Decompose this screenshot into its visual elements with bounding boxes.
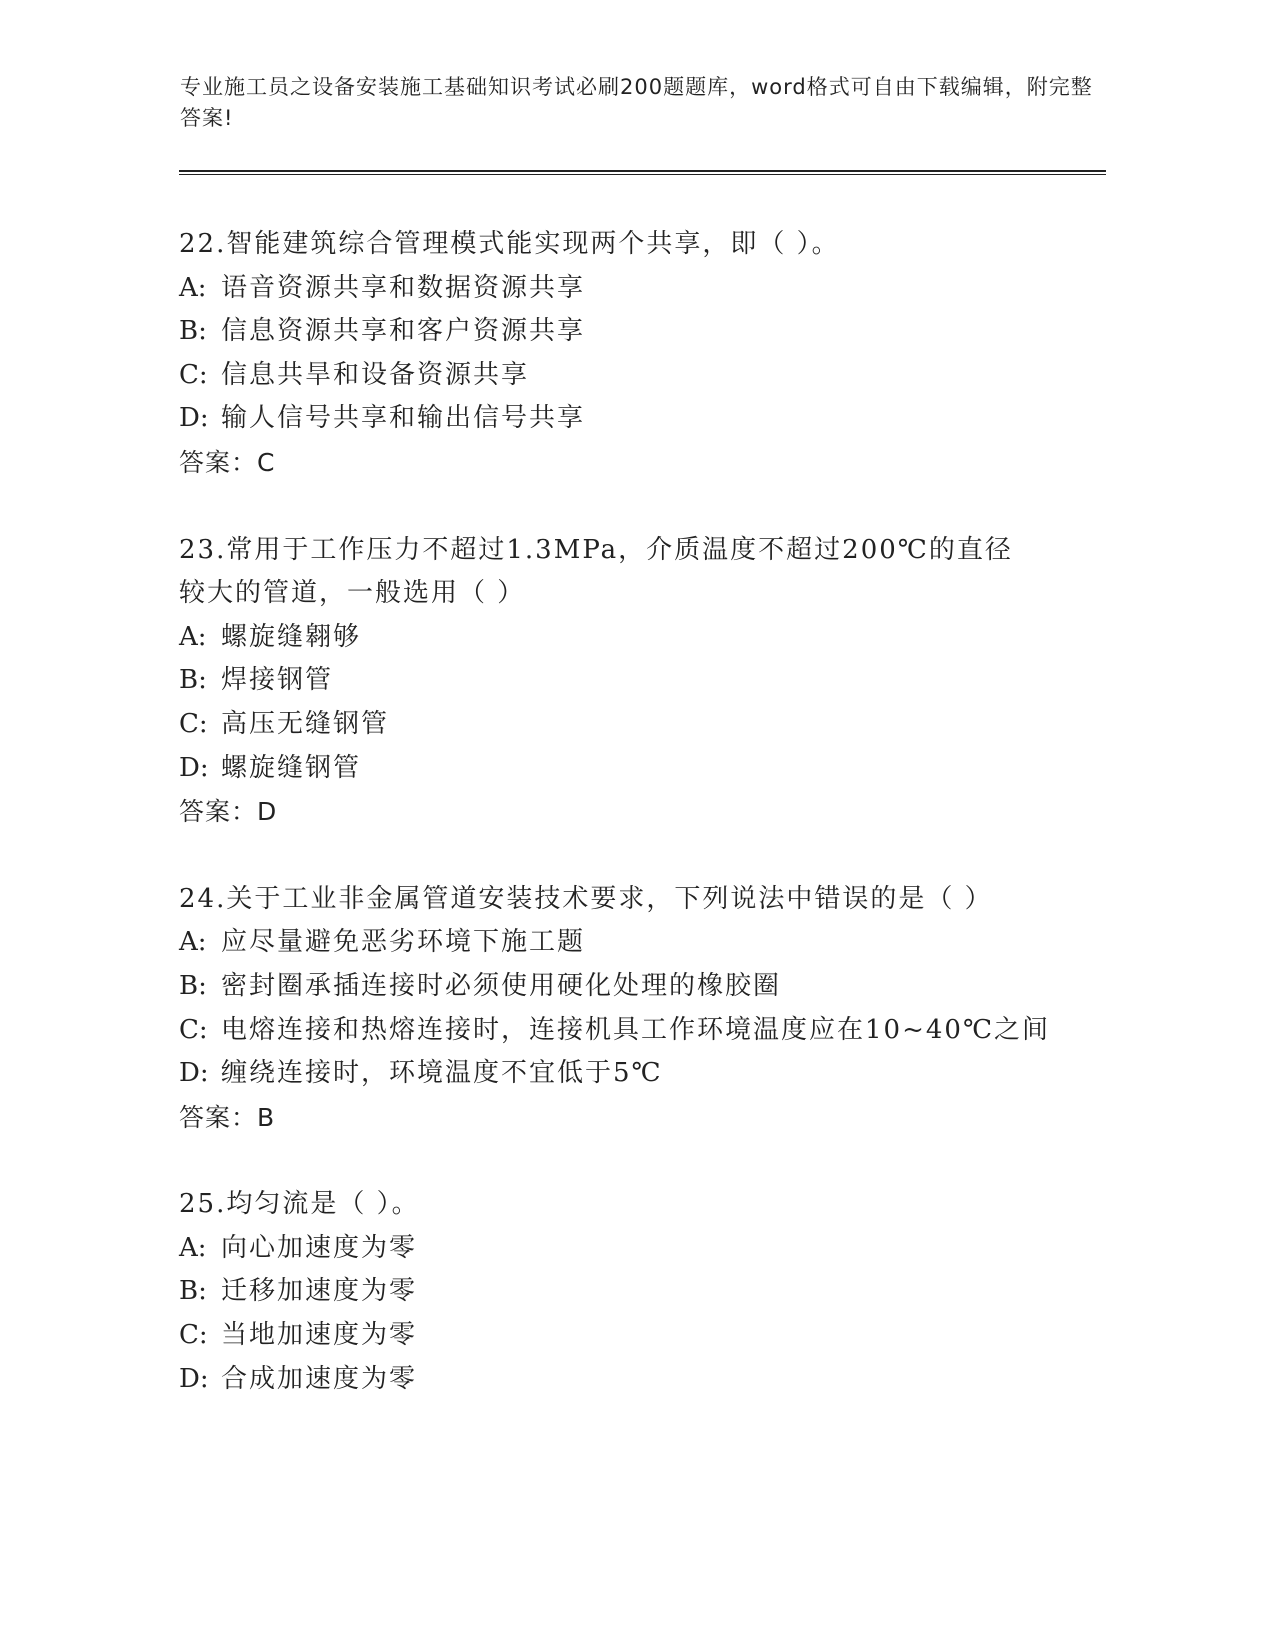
option-letter: A: — [179, 927, 207, 958]
option-text: 应尽量避免恶劣环境下施工题 — [221, 927, 586, 958]
option-a — [179, 1227, 1109, 1271]
question-23 — [179, 529, 1109, 834]
question-stem: 22.智能建筑综合管理模式能实现两个共享，即（ ）。 — [179, 229, 840, 259]
option-letter: D: — [179, 752, 209, 783]
option-letter: C: — [179, 1320, 208, 1351]
option-text: 螺旋缝钢管 — [221, 752, 362, 783]
option-d — [179, 1052, 1109, 1096]
option-a — [179, 921, 1109, 965]
header-divider-thin — [179, 174, 1106, 175]
option-text: 合成加速度为零 — [221, 1363, 418, 1394]
option-letter: A: — [179, 621, 207, 652]
question-25 — [179, 1183, 1109, 1401]
question-24 — [179, 878, 1109, 1140]
option-text: 输人信号共享和输出信号共享 — [221, 403, 586, 434]
option-text: 语音资源共享和数据资源共享 — [221, 272, 586, 303]
option-text: 焊接钢管 — [221, 665, 334, 696]
question-stem: 25.均匀流是（ ）。 — [179, 1189, 420, 1220]
option-c — [179, 1009, 1109, 1053]
option-text: 高压无缝钢管 — [221, 708, 390, 739]
question-stem: 24.关于工业非金属管道安装技术要求，下列说法中错误的是（ ） — [179, 883, 993, 914]
question-stem: 23.常用于工作压力不超过1.3MPa，介质温度不超过200℃的直径较大的管道，一般选用（ ） — [179, 534, 1013, 609]
option-text: 迁移加速度为零 — [221, 1276, 418, 1307]
option-text: 信息资源共享和客户资源共享 — [221, 316, 586, 347]
answer-line: 答案：D — [179, 797, 278, 827]
option-letter: C: — [179, 359, 208, 390]
option-letter: C: — [179, 1014, 208, 1045]
answer-line: 答案：C — [179, 447, 276, 477]
document-title: 专业施工员之设备安装施工基础知识考试必刷200题题库，word格式可自由下载编辑，附完整答案! — [180, 75, 1093, 130]
option-c — [179, 703, 1109, 747]
option-b — [179, 1270, 1109, 1314]
option-text: 缠绕连接时，环境温度不宜低于5℃ — [221, 1058, 663, 1089]
option-a — [179, 616, 1109, 660]
option-letter: C: — [179, 708, 208, 739]
option-a — [179, 267, 1109, 311]
option-text: 电熔连接和热熔连接时，连接机具工作环境温度应在10~40℃之间 — [221, 1014, 1051, 1045]
option-text: 当地加速度为零 — [221, 1320, 418, 1351]
option-d — [179, 397, 1109, 441]
option-b — [179, 310, 1109, 354]
option-c — [179, 1314, 1109, 1358]
question-22 — [179, 223, 1109, 485]
header-divider-thick — [179, 170, 1106, 172]
option-text: 密封圈承插连接时必须使用硬化处理的橡胶圈 — [221, 970, 782, 1001]
option-letter: D: — [179, 1058, 209, 1089]
option-letter: D: — [179, 403, 209, 434]
option-text: 信息共旱和设备资源共享 — [221, 359, 530, 390]
option-letter: B: — [179, 316, 207, 347]
answer-line: 答案：B — [179, 1102, 276, 1132]
option-d — [179, 1358, 1109, 1402]
option-letter: A: — [179, 272, 207, 303]
option-b — [179, 659, 1109, 703]
option-letter: A: — [179, 1232, 207, 1263]
option-c — [179, 354, 1109, 398]
option-text: 螺旋缝翱够 — [221, 621, 362, 652]
option-letter: D: — [179, 1363, 209, 1394]
option-b — [179, 965, 1109, 1009]
option-letter: B: — [179, 665, 207, 696]
option-letter: B: — [179, 970, 207, 1001]
option-letter: B: — [179, 1276, 207, 1307]
question-list — [179, 223, 1109, 1401]
option-text: 向心加速度为零 — [221, 1232, 418, 1263]
option-d — [179, 747, 1109, 791]
document-header — [180, 72, 1100, 134]
